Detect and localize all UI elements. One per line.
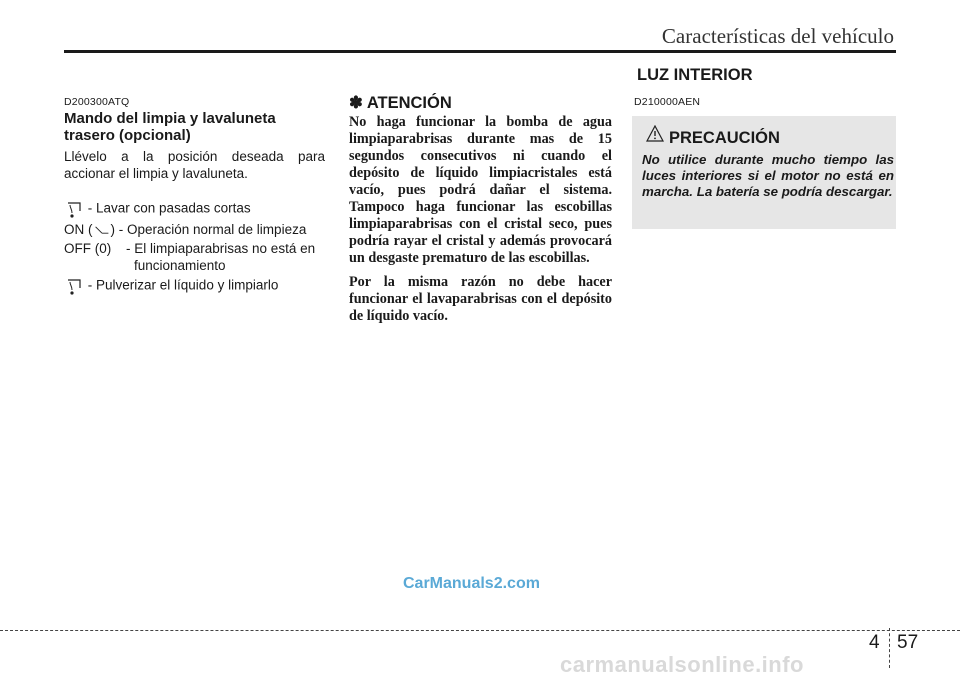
- item-off-prefix: OFF (0): [64, 241, 112, 256]
- wiper-icon: [93, 222, 111, 238]
- wiper-item-spray: [64, 276, 326, 296]
- attention-paragraph-2: Por la misma razón no debe hacer funcionar el lavaparabrisas con el depósito de líquido vacío.: [349, 274, 612, 324]
- section-title: Características del vehículo: [661, 24, 894, 48]
- washer-spray-icon: [64, 276, 84, 296]
- attention-heading: [349, 93, 452, 113]
- item-on-text: ) - Operación normal de limpieza: [110, 222, 307, 237]
- footer-rule: [0, 630, 960, 631]
- attention-title: ATENCIÓN: [366, 94, 452, 112]
- caution-title: PRECAUCIÓN: [669, 129, 780, 147]
- wiper-item-on: [64, 221, 326, 238]
- interior-light-heading: LUZ INTERIOR: [637, 66, 753, 84]
- section-code: D200300ATQ: [64, 96, 130, 108]
- caution-box: [632, 116, 896, 229]
- item-mist-text: - Lavar con pasadas cortas: [87, 200, 251, 216]
- warning-triangle-icon: [646, 125, 664, 142]
- interior-light-code: D210000AEN: [634, 96, 701, 108]
- intro-text: Llévelo a la posición deseada para accionar el limpia y lavaluneta.: [64, 149, 325, 181]
- watermark-link[interactable]: CarManuals2.com: [403, 575, 540, 592]
- chapter-number: 4: [869, 632, 880, 653]
- header-rule: [64, 50, 896, 53]
- section-heading: Mando del limpia y lavaluneta trasero (opcional): [64, 110, 276, 144]
- item-spray-text: - Pulverizar el líquido y limpiarlo: [87, 277, 279, 293]
- page-number: 57: [897, 632, 919, 653]
- item-off-text: - El limpiaparabrisas no está en funcionamiento: [126, 241, 316, 273]
- caution-text: No utilice durante mucho tiempo las luces interiores si el motor no está en marcha. La batería se podría descargar.: [642, 152, 894, 199]
- wiper-item-mist: [64, 199, 326, 219]
- page-separator: [889, 628, 890, 668]
- item-on-prefix: ON (: [64, 222, 93, 237]
- attention-symbol-icon: ✽: [349, 94, 363, 112]
- site-watermark: carmanualsonline.info: [560, 652, 804, 677]
- washer-icon: [64, 199, 84, 219]
- attention-paragraph-1: No haga funcionar la bomba de agua limpiaparabrisas durante mas de 15 segundos consecutivos ni cuando el depósito de líquido limpiacristales está vacío, pues podrá dañar el sistema. Tampoco haga funcionar las escobillas limpiaparabrisas con el cristal seco, pues podría rayar el cristal y además provocará un desgaste prematuro de las escobillas.: [349, 114, 612, 266]
